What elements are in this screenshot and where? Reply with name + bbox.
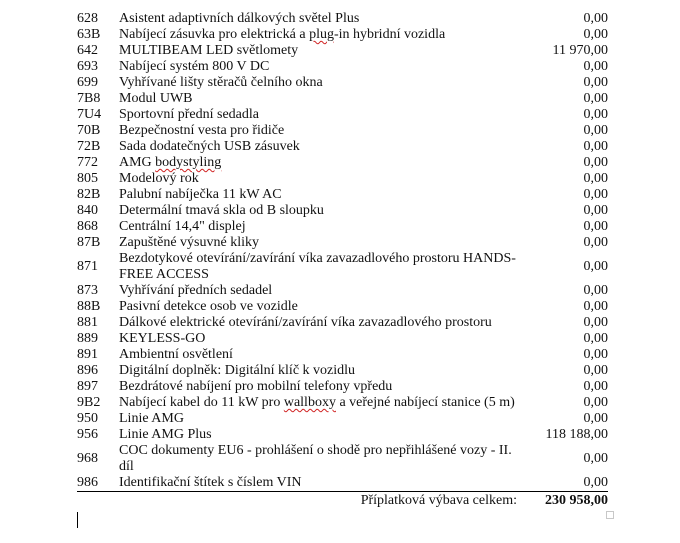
option-description: Modelový rok bbox=[119, 171, 199, 186]
table-row bbox=[77, 107, 608, 123]
option-code: 70B bbox=[77, 123, 101, 138]
option-description: Asistent adaptivních dálkových světel Plus bbox=[119, 11, 360, 26]
table-row bbox=[77, 59, 608, 75]
table-row bbox=[77, 235, 608, 251]
table-row bbox=[77, 347, 608, 363]
table-row bbox=[77, 475, 608, 492]
option-code: 693 bbox=[77, 59, 98, 74]
option-code: 956 bbox=[77, 427, 98, 442]
document-body bbox=[77, 11, 608, 509]
option-description: Palubní nabíječka 11 kW AC bbox=[119, 187, 282, 202]
option-description: Bezpečnostní vesta pro řidiče bbox=[119, 123, 285, 138]
table-row bbox=[77, 27, 608, 43]
option-code: 63B bbox=[77, 27, 101, 42]
table-row bbox=[77, 363, 608, 379]
option-description: Sportovní přední sedadla bbox=[119, 107, 259, 122]
option-price: 0,00 bbox=[583, 59, 608, 74]
option-price: 0,00 bbox=[583, 123, 608, 138]
option-code: 7B8 bbox=[77, 91, 101, 106]
option-code: 891 bbox=[77, 347, 98, 362]
option-description: COC dokumenty EU6 - prohlášení o shodě pro nepřihlášené vozy - II. díl bbox=[119, 443, 512, 474]
option-code: 699 bbox=[77, 75, 98, 90]
table-row bbox=[77, 139, 608, 155]
option-price: 0,00 bbox=[583, 299, 608, 314]
option-price: 0,00 bbox=[583, 395, 608, 410]
option-description: Vyhřívané lišty stěračů čelního okna bbox=[119, 75, 323, 90]
option-price: 0,00 bbox=[583, 347, 608, 362]
option-description: Determální tmavá skla od B sloupku bbox=[119, 203, 324, 218]
option-price: 0,00 bbox=[583, 411, 608, 426]
table-row bbox=[77, 11, 608, 27]
option-code: 896 bbox=[77, 363, 98, 378]
option-price: 0,00 bbox=[583, 91, 608, 106]
option-price: 0,00 bbox=[583, 171, 608, 186]
table-row bbox=[77, 315, 608, 331]
option-description: MULTIBEAM LED světlomety bbox=[119, 43, 299, 58]
text-cursor bbox=[77, 512, 78, 528]
total-value: 230 958,00 bbox=[545, 493, 608, 508]
option-code: 897 bbox=[77, 379, 98, 394]
option-price: 0,00 bbox=[533, 475, 608, 492]
option-description: Bezdrátové nabíjení pro mobilní telefony vpředu bbox=[119, 379, 393, 394]
option-description: Digitální doplněk: Digitální klíč k vozidlu bbox=[119, 363, 356, 378]
option-description: Zapuštěné výsuvné kliky bbox=[119, 235, 259, 250]
option-code: 950 bbox=[77, 411, 98, 426]
table-row bbox=[77, 171, 608, 187]
table-row bbox=[77, 411, 608, 427]
table-row bbox=[77, 443, 608, 475]
option-description: Linie AMG bbox=[119, 411, 184, 426]
option-description bbox=[119, 27, 533, 43]
option-code: 881 bbox=[77, 315, 98, 330]
option-description: Linie AMG Plus bbox=[119, 427, 212, 442]
option-description: KEYLESS-GO bbox=[119, 331, 206, 346]
table-row bbox=[77, 203, 608, 219]
option-description: Centrální 14,4" displej bbox=[119, 219, 246, 234]
option-code: 72B bbox=[77, 139, 101, 154]
option-price: 0,00 bbox=[583, 379, 608, 394]
table-row bbox=[77, 75, 608, 91]
option-price: 0,00 bbox=[583, 219, 608, 234]
option-price: 0,00 bbox=[583, 139, 608, 154]
table-row bbox=[77, 43, 608, 59]
spellcheck-flagged-word[interactable]: plug bbox=[309, 27, 334, 42]
option-description: Pasivní detekce osob ve vozidle bbox=[119, 299, 298, 314]
total-label: Příplatková výbava celkem: bbox=[360, 493, 517, 508]
option-description: Identifikační štítek s číslem VIN bbox=[119, 475, 533, 492]
option-price: 118 188,00 bbox=[545, 427, 608, 442]
table-row bbox=[77, 395, 608, 411]
table-row bbox=[77, 219, 608, 235]
option-description: Ambientní osvětlení bbox=[119, 347, 233, 362]
option-code: 9B2 bbox=[77, 395, 101, 410]
option-code: 986 bbox=[77, 475, 119, 492]
option-code: 7U4 bbox=[77, 107, 102, 122]
option-code: 889 bbox=[77, 331, 98, 346]
option-code: 871 bbox=[77, 259, 98, 274]
option-price: 0,00 bbox=[583, 11, 608, 26]
option-price: 0,00 bbox=[583, 259, 608, 274]
option-description bbox=[119, 395, 533, 411]
option-description: Sada dodatečných USB zásuvek bbox=[119, 139, 300, 154]
description-text: Nabíjecí zásuvka pro elektrická a bbox=[119, 27, 310, 42]
table-row bbox=[77, 379, 608, 395]
option-price: 0,00 bbox=[583, 331, 608, 346]
table-row bbox=[77, 251, 608, 283]
option-code: 868 bbox=[77, 219, 98, 234]
option-description: Nabíjecí systém 800 V DC bbox=[119, 59, 270, 74]
options-table bbox=[77, 11, 608, 509]
option-code: 772 bbox=[77, 155, 98, 170]
table-row bbox=[77, 91, 608, 107]
spellcheck-flagged-word[interactable]: wallboxy bbox=[283, 395, 336, 410]
spellcheck-flagged-word[interactable]: bodystyling bbox=[155, 155, 222, 170]
option-description: Modul UWB bbox=[119, 91, 193, 106]
table-row bbox=[77, 427, 608, 443]
description-text: Nabíjecí kabel do 11 kW pro bbox=[119, 395, 284, 410]
option-code: 82B bbox=[77, 187, 101, 202]
option-description bbox=[119, 155, 533, 171]
option-code: 628 bbox=[77, 11, 98, 26]
option-price: 11 970,00 bbox=[552, 43, 608, 58]
table-row bbox=[77, 187, 608, 203]
table-row bbox=[77, 283, 608, 299]
option-code: 968 bbox=[77, 451, 98, 466]
option-price: 0,00 bbox=[583, 315, 608, 330]
table-row bbox=[77, 299, 608, 315]
table-row bbox=[77, 155, 608, 171]
option-description: Dálkové elektrické otevírání/zavírání víka zavazadlového prostoru bbox=[119, 315, 492, 330]
option-code: 873 bbox=[77, 283, 98, 298]
option-code: 840 bbox=[77, 203, 98, 218]
total-row bbox=[77, 492, 608, 510]
option-price: 0,00 bbox=[583, 203, 608, 218]
description-text: AMG bbox=[119, 155, 156, 170]
option-code: 805 bbox=[77, 171, 98, 186]
option-price: 0,00 bbox=[583, 75, 608, 90]
description-text: -in hybridní vozidla bbox=[333, 27, 446, 42]
table-row bbox=[77, 123, 608, 139]
option-code: 88B bbox=[77, 299, 101, 314]
option-price: 0,00 bbox=[583, 27, 608, 42]
option-price: 0,00 bbox=[583, 283, 608, 298]
option-price: 0,00 bbox=[583, 451, 608, 466]
option-price: 0,00 bbox=[583, 235, 608, 250]
option-price: 0,00 bbox=[583, 187, 608, 202]
table-row bbox=[77, 331, 608, 347]
table-end-marker-icon bbox=[606, 511, 614, 519]
option-description: Vyhřívání předních sedadel bbox=[119, 283, 273, 298]
option-price: 0,00 bbox=[583, 363, 608, 378]
option-price: 0,00 bbox=[583, 107, 608, 122]
option-code: 642 bbox=[77, 43, 98, 58]
option-price: 0,00 bbox=[583, 155, 608, 170]
option-description: Bezdotykové otevírání/zavírání víka zavazadlového prostoru HANDS-FREE ACCESS bbox=[119, 251, 516, 282]
option-code: 87B bbox=[77, 235, 101, 250]
description-text: a veřejné nabíjecí stanice (5 m) bbox=[335, 395, 515, 410]
